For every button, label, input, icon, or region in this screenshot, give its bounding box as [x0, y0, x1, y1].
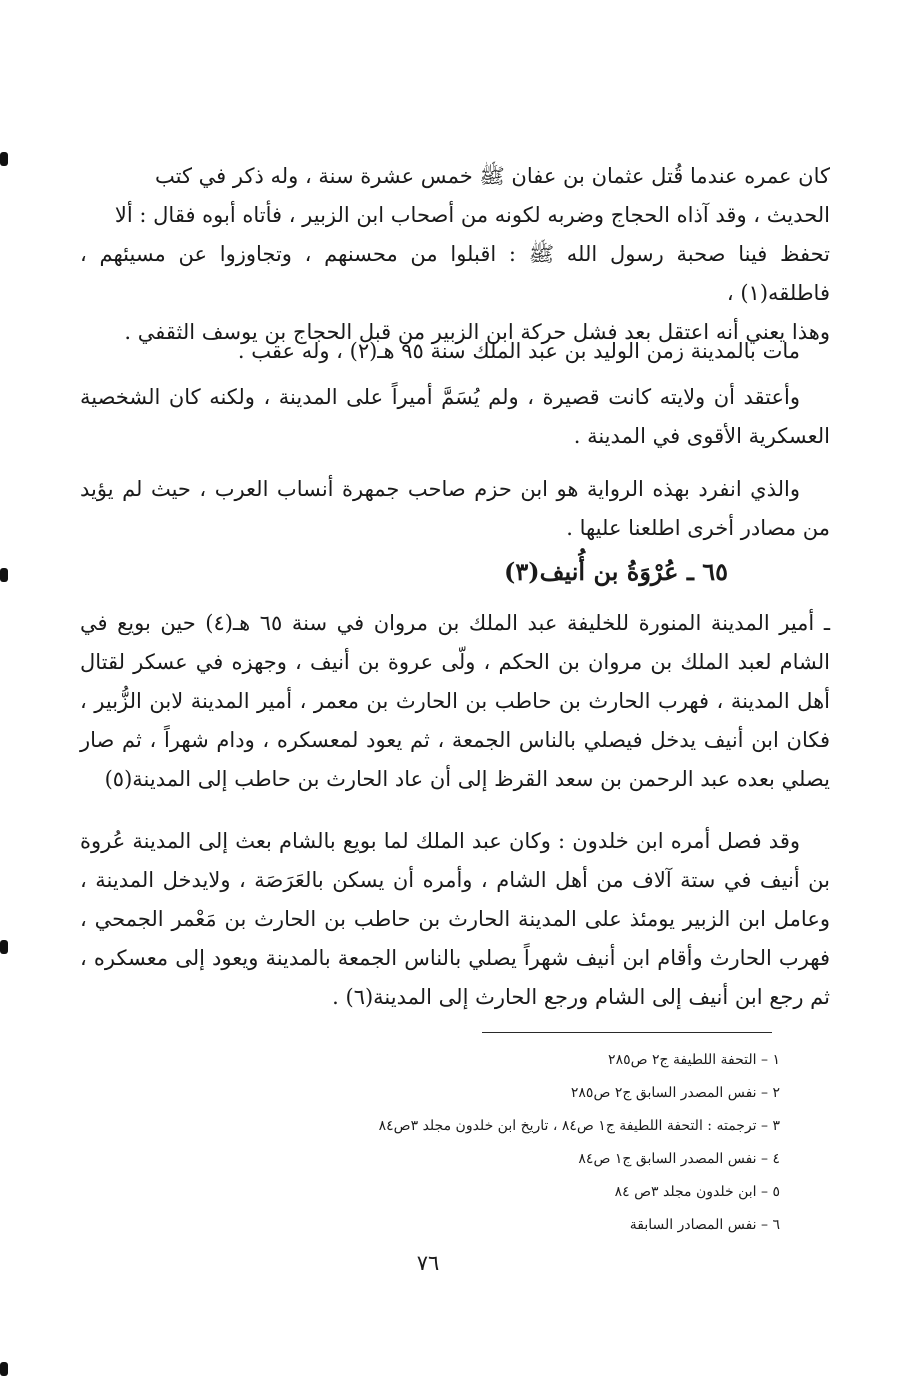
paragraph-1-line-2: الحديث ، وقد آذاه الحجاج وضربه لكونه من أصحاب ابن الزبير ، فأتاه أبوه فقال : ألا	[114, 203, 830, 227]
binding-mark	[0, 940, 8, 954]
paragraph-2	[80, 332, 830, 371]
paragraph-5-text: ـ أمير المدينة المنورة للخليفة عبد الملك بن مروان في سنة ٦٥ هـ(٤) حين بويع في الشام لعبد الملك بن مروان بن الحكم ، ولّى عروة بن أنيف ، وجهزه في عسكر لقتال أهل المدينة ، فهرب الحارث بن حاطب بن الحارث بن معمر ، أمير المدينة لابن الزُّبير ، فكان ابن أنيف يدخل فيصلي بالناس الجمعة ، ثم يعود لمعسكره ، ودام شهراً ، ثم صار يصلي بعده عبد الرحمن بن سعد القرظ إلى أن عاد الحارث بن حاطب إلى المدينة(٥)	[80, 611, 830, 791]
paragraph-4-text: والذي انفرد بهذه الرواية هو ابن حزم صاحب جمهرة أنساب العرب ، حيث لم يؤيد من مصادر أخرى اطلعنا عليها .	[80, 477, 830, 540]
footnote-4: ٤ – نفس المصدر السابق ج١ ص٨٤	[578, 1151, 780, 1167]
footnote-5: ٥ – ابن خلدون مجلد ٣ص ٨٤	[614, 1184, 780, 1200]
binding-mark	[0, 1362, 8, 1376]
paragraph-6	[80, 822, 830, 1017]
section-heading: ٦٥ ـ عُرْوَةُ بن أُنيف(٣)	[504, 557, 728, 586]
paragraph-1	[80, 157, 830, 352]
footnote-3: ٣ – ترجمته : التحفة اللطيفة ج١ ص٨٤ ، تاريخ ابن خلدون مجلد ٣ص٨٤	[378, 1118, 780, 1134]
paragraph-1-line-4: وهذا يعني أنه اعتقل بعد فشل حركة ابن الزبير من قبل الحجاج بن يوسف الثقفي .	[124, 320, 830, 344]
paragraph-4	[80, 470, 830, 548]
footnote-2: ٢ – نفس المصدر السابق ج٢ ص٢٨٥	[570, 1085, 780, 1101]
footnote-1: ١ – التحفة اللطيفة ج٢ ص٢٨٥	[608, 1052, 780, 1068]
binding-mark	[0, 152, 8, 166]
paragraph-1-line-1: كان عمره عندما قُتل عثمان بن عفان ﷺ خمس عشرة سنة ، وله ذكر في كتب	[155, 164, 830, 188]
paragraph-3-text: وأعتقد أن ولايته كانت قصيرة ، ولم يُسَمَّ أميراً على المدينة ، ولكنه كان الشخصية العسكرية الأقوى في المدينة .	[80, 385, 830, 448]
footnotes	[280, 1044, 780, 1242]
paragraph-3	[80, 378, 830, 456]
binding-mark	[0, 568, 8, 582]
footnote-6: ٦ – نفس المصادر السابقة	[629, 1217, 780, 1233]
paragraph-2-text: مات بالمدينة زمن الوليد بن عبد الملك سنة ٩٥ هـ(٢) ، وله عقب .	[237, 339, 800, 363]
page-number: ٧٦	[416, 1251, 440, 1275]
paragraph-5	[80, 604, 830, 799]
paragraph-6-text: وقد فصل أمره ابن خلدون : وكان عبد الملك لما بويع بالشام بعث إلى المدينة عُروة بن أنيف في ستة آلاف من أهل الشام ، وأمره أن يسكن بالعَرَصَة ، ولايدخل المدينة ، وعامل ابن الزبير يومئذ على المدينة الحارث بن حاطب بن الحارث بن مَعْمر الجمحي ، فهرب الحارث وأقام ابن أنيف شهراً يصلي بالناس الجمعة بالمدينة ويعود إلى معسكره ، ثم رجع ابن أنيف إلى الشام ورجع الحارث إلى المدينة(٦) .	[80, 829, 830, 1009]
footnote-divider	[482, 1032, 772, 1033]
paragraph-1-line-3: تحفظ فينا صحبة رسول الله ﷺ : اقبلوا من محسنهم ، وتجاوزوا عن مسيئهم ، فاطلقه(١) ،	[80, 242, 830, 305]
